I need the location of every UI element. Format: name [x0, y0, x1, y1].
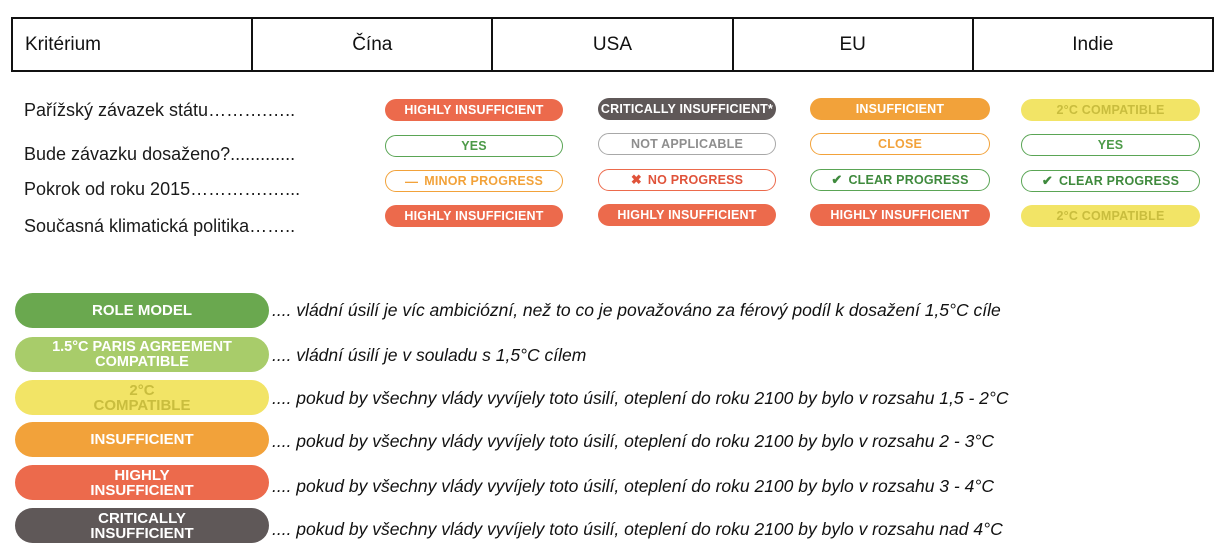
china-current-policy-rating: HIGHLY INSUFFICIENT — [385, 205, 563, 227]
china-progress-rating: — MINOR PROGRESS — [385, 170, 563, 192]
header-country-eu: EU — [733, 18, 973, 71]
criterion-paris-pledge: Pařížský závazek státu……….….. — [24, 100, 296, 120]
china-paris-pledge-rating: HIGHLY INSUFFICIENT — [385, 99, 563, 121]
legend-2c-compatible-badge: 2°C COMPATIBLE — [15, 380, 269, 415]
legend-critically-insufficient-badge: CRITICALLY INSUFFICIENT — [15, 508, 269, 543]
eu-paris-pledge-rating: INSUFFICIENT — [810, 98, 990, 120]
eu-current-policy-rating: HIGHLY INSUFFICIENT — [810, 204, 990, 226]
india-current-policy-rating: 2°C COMPATIBLE — [1021, 205, 1200, 227]
usa-current-policy-rating: HIGHLY INSUFFICIENT — [598, 204, 776, 226]
legend-paris-compatible-description: .... vládní úsilí je v souladu s 1,5°C cílem — [272, 345, 587, 365]
criterion-pledge-achieved: Bude závazku dosaženo?............. — [24, 144, 296, 164]
legend-role-model-description: .... vládní úsilí je víc ambiciózní, než to co je považováno za férový podíl k dosažení 1,5°C cíle — [272, 300, 1001, 320]
eu-pledge-achieved-rating: CLOSE — [810, 133, 990, 155]
criterion-progress-2015: Pokrok od roku 2015………….…... — [24, 179, 301, 199]
usa-progress-rating: ✖ NO PROGRESS — [598, 169, 776, 191]
legend-insufficient-badge: INSUFFICIENT — [15, 422, 269, 457]
india-paris-pledge-rating: 2°C COMPATIBLE — [1021, 99, 1200, 121]
china-pledge-achieved-rating: YES — [385, 135, 563, 157]
legend-critically-insufficient-description: .... pokud by všechny vlády vyvíjely toto úsilí, oteplení do roku 2100 by bylo v rozsahu nad 4°C — [272, 519, 1003, 539]
header-country-china: Čína — [252, 18, 492, 71]
legend-2c-compatible-description: .... pokud by všechny vlády vyvíjely toto úsilí, oteplení do roku 2100 by bylo v rozsahu 1,5 - 2°C — [272, 388, 1009, 408]
legend-paris-compatible-badge: 1.5°C PARIS AGREEMENT COMPATIBLE — [15, 337, 269, 372]
legend-role-model-badge: ROLE MODEL — [15, 293, 269, 328]
header-row — [12, 18, 1213, 71]
eu-progress-rating: ✔ CLEAR PROGRESS — [810, 169, 990, 191]
header-country-usa: USA — [492, 18, 732, 71]
header-country-india: Indie — [973, 18, 1213, 71]
header-criterion: Kritérium — [12, 18, 252, 71]
legend-highly-insufficient-description: .... pokud by všechny vlády vyvíjely toto úsilí, oteplení do roku 2100 by bylo v rozsahu 3 - 4°C — [272, 476, 994, 496]
legend-insufficient-description: .... pokud by všechny vlády vyvíjely toto úsilí, oteplení do roku 2100 by bylo v rozsahu 2 - 3°C — [272, 431, 994, 451]
usa-pledge-achieved-rating: NOT APPLICABLE — [598, 133, 776, 155]
header-table — [11, 17, 1214, 72]
criterion-current-policy: Současná klimatická politika…….. — [24, 216, 296, 236]
dash-icon: — — [405, 173, 419, 189]
check-icon: ✔ — [1041, 173, 1053, 188]
cross-icon: ✖ — [630, 172, 642, 187]
usa-paris-pledge-rating: CRITICALLY INSUFFICIENT* — [598, 98, 776, 120]
india-pledge-achieved-rating: YES — [1021, 134, 1200, 156]
india-progress-rating: ✔ CLEAR PROGRESS — [1021, 170, 1200, 192]
legend-highly-insufficient-badge: HIGHLY INSUFFICIENT — [15, 465, 269, 500]
check-icon: ✔ — [831, 172, 843, 187]
